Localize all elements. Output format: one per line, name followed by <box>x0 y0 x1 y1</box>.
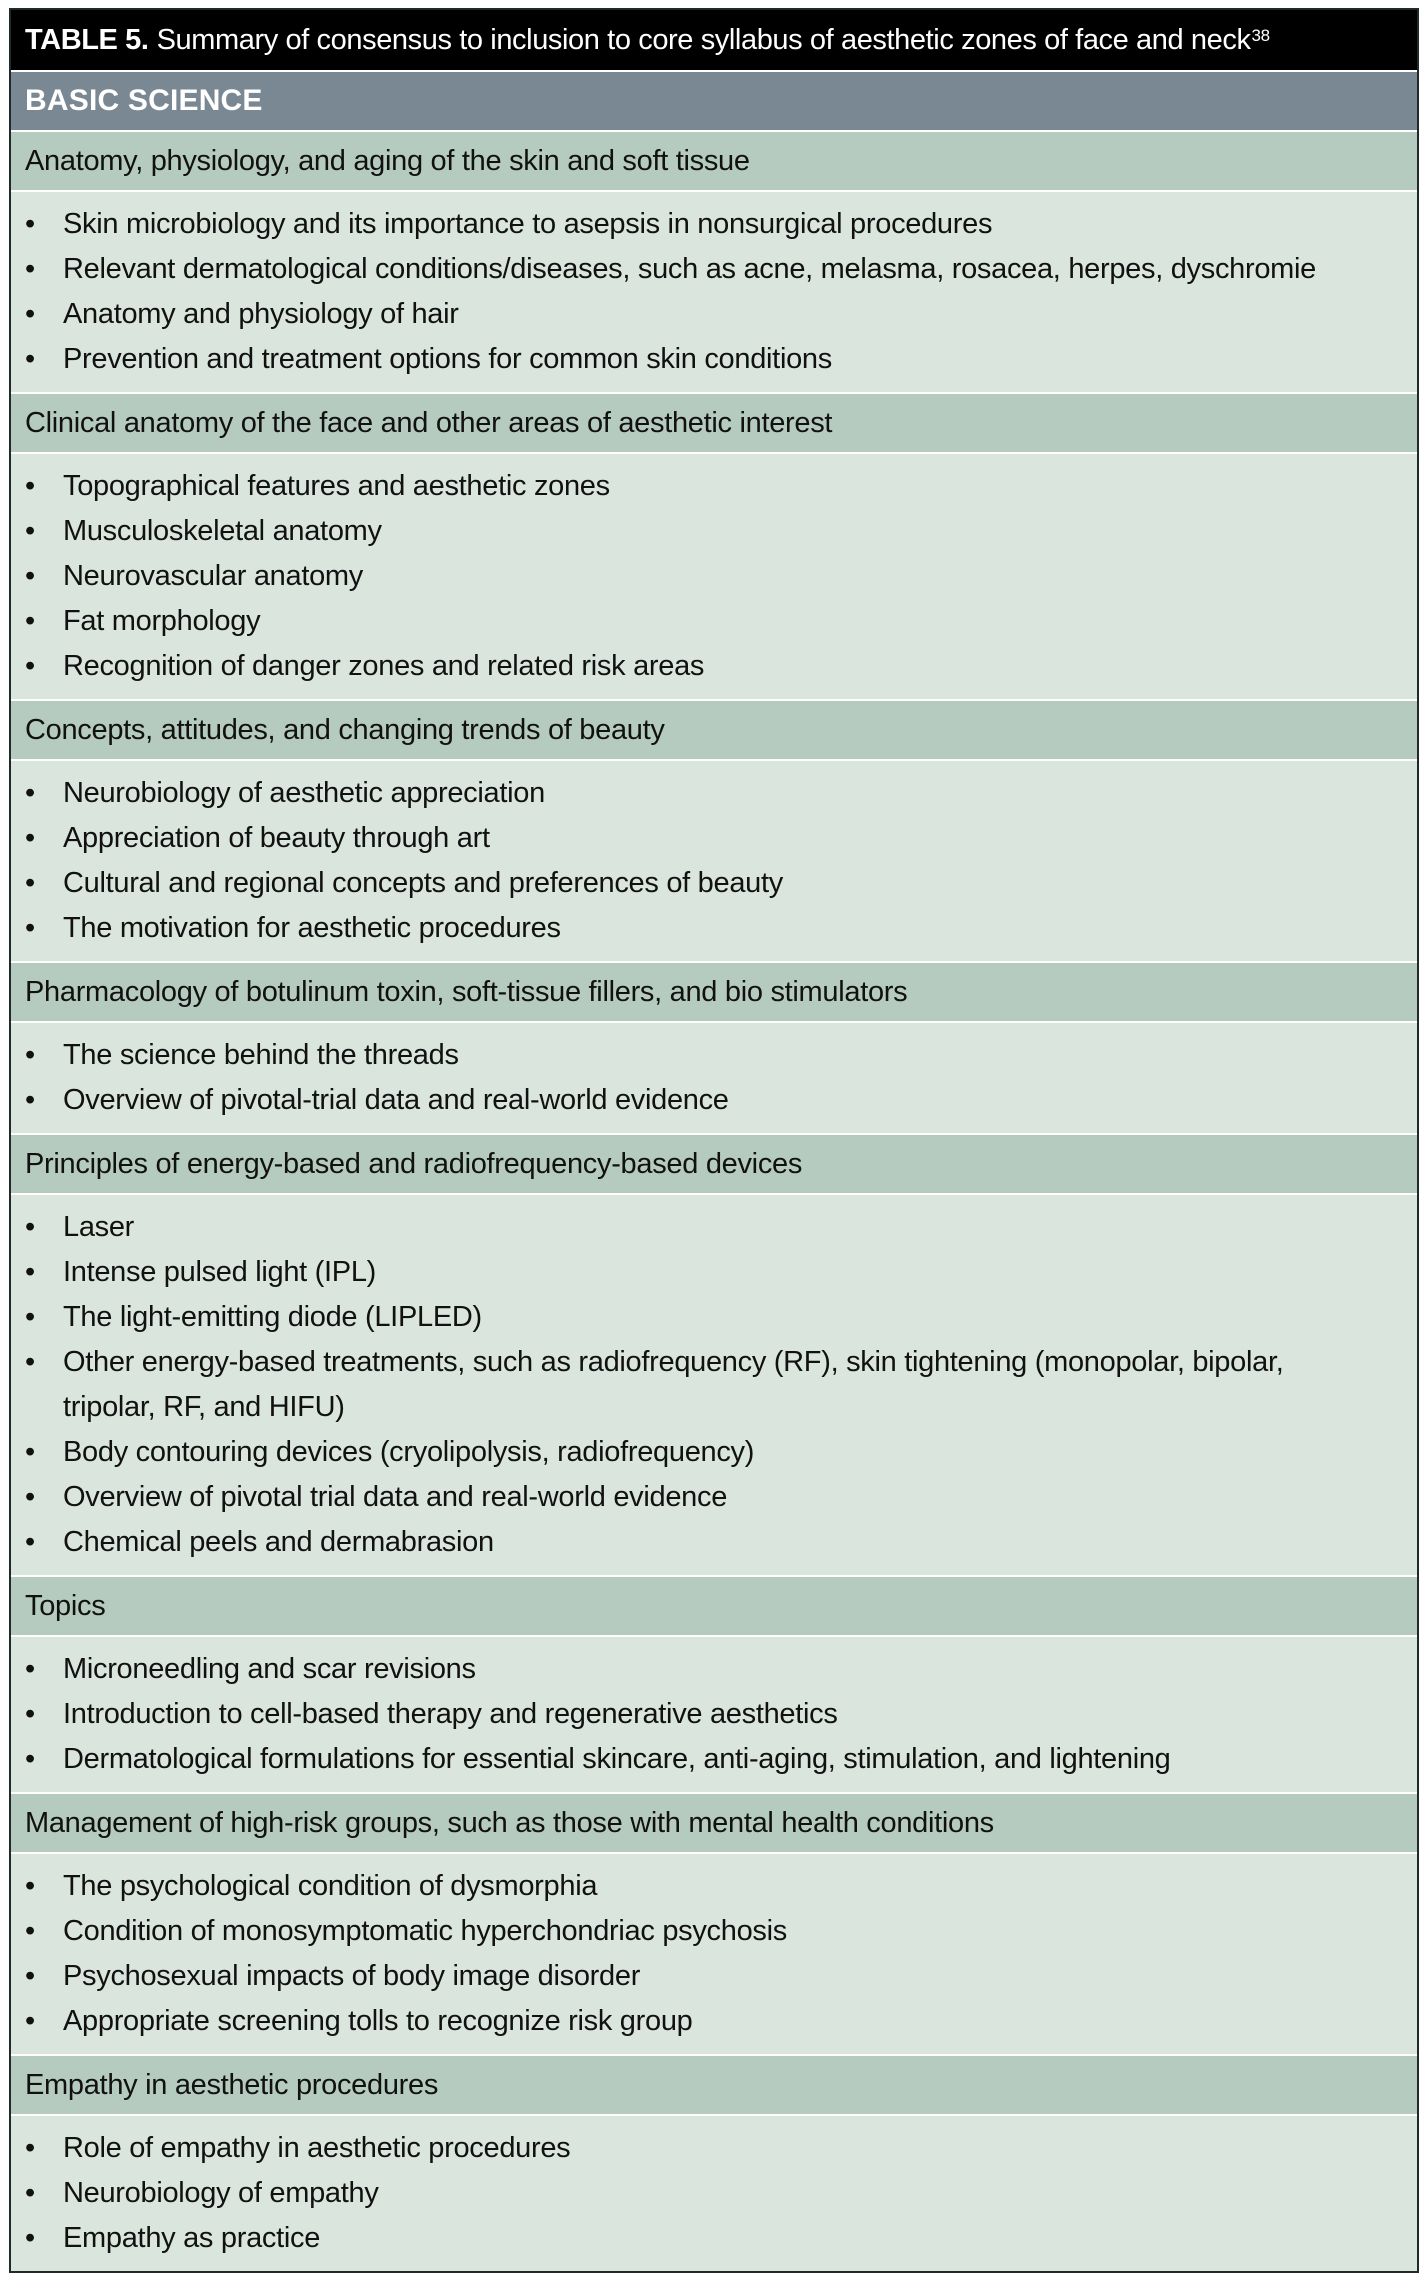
list-item <box>25 2126 1377 2171</box>
table-title <box>11 10 1417 70</box>
section-header: BASIC SCIENCE <box>11 70 1417 130</box>
category-items <box>11 1193 1417 1575</box>
bullet-icon: • <box>25 470 35 502</box>
list-item-text: Chemical peels and dermabrasion <box>63 1526 494 1558</box>
list-item-text: Musculoskeletal anatomy <box>63 515 382 547</box>
list-item <box>25 292 1377 337</box>
list-item-text: The science behind the threads <box>63 1039 459 1071</box>
bullet-icon: • <box>25 2132 35 2164</box>
list-item-text: Psychosexual impacts of body image disorder <box>63 1960 641 1992</box>
bullet-icon: • <box>25 560 35 592</box>
bullet-icon: • <box>25 1039 35 1071</box>
bullet-icon: • <box>25 1346 35 1378</box>
list-item-text: The light-emitting diode (LIPLED) <box>63 1301 482 1333</box>
list-item <box>25 554 1377 599</box>
category-header: Pharmacology of botulinum toxin, soft-tissue fillers, and bio stimulators <box>11 961 1417 1021</box>
list-item-text: The psychological condition of dysmorphia <box>63 1870 598 1902</box>
bullet-icon: • <box>25 208 35 240</box>
list-item <box>25 1295 1377 1340</box>
list-item-text: Neurovascular anatomy <box>63 560 363 592</box>
category-header: Management of high-risk groups, such as those with mental health conditions <box>11 1792 1417 1852</box>
list-item-text: Relevant dermatological conditions/diseases, such as acne, melasma, rosacea, herpes, dyschromie <box>63 253 1316 285</box>
list-item-text: Dermatological formulations for essential skincare, anti-aging, stimulation, and lightening <box>63 1743 1171 1775</box>
list-item <box>25 1475 1377 1520</box>
category-items <box>11 2114 1417 2271</box>
syllabus-table <box>9 8 1419 2273</box>
list-item-text: Body contouring devices (cryolipolysis, radiofrequency) <box>63 1436 755 1468</box>
list-item-text: Anatomy and physiology of hair <box>63 298 459 330</box>
list-item-text: Appreciation of beauty through art <box>63 822 490 854</box>
list-item <box>25 2216 1377 2261</box>
table-label: TABLE 5. <box>25 23 149 56</box>
list-item-text: Fat morphology <box>63 605 261 637</box>
list-item <box>25 1737 1377 1782</box>
list-item-text: The motivation for aesthetic procedures <box>63 912 561 944</box>
bullet-icon: • <box>25 1256 35 1288</box>
list-item <box>25 1909 1377 1954</box>
category-header: Principles of energy-based and radiofrequency-based devices <box>11 1133 1417 1193</box>
list-item <box>25 1864 1377 1909</box>
bullet-icon: • <box>25 2177 35 2209</box>
list-item <box>25 1999 1377 2044</box>
list-item-text: Intense pulsed light (IPL) <box>63 1256 376 1288</box>
bullet-icon: • <box>25 1960 35 1992</box>
list-item <box>25 202 1377 247</box>
list-item-text: Overview of pivotal-trial data and real-world evidence <box>63 1084 729 1116</box>
bullet-icon: • <box>25 650 35 682</box>
bullet-icon: • <box>25 1301 35 1333</box>
list-item <box>25 1033 1377 1078</box>
bullet-icon: • <box>25 822 35 854</box>
category-list <box>11 130 1417 2271</box>
bullet-icon: • <box>25 1743 35 1775</box>
category-header: Concepts, attitudes, and changing trends of beauty <box>11 699 1417 759</box>
list-item <box>25 509 1377 554</box>
bullet-icon: • <box>25 1915 35 1947</box>
bullet-icon: • <box>25 298 35 330</box>
bullet-icon: • <box>25 343 35 375</box>
category-header: Topics <box>11 1575 1417 1635</box>
category-header: Empathy in aesthetic procedures <box>11 2054 1417 2114</box>
list-item <box>25 599 1377 644</box>
bullet-icon: • <box>25 253 35 285</box>
list-item-text: Appropriate screening tolls to recognize risk group <box>63 2005 693 2037</box>
category-items <box>11 759 1417 961</box>
bullet-icon: • <box>25 2222 35 2254</box>
bullet-icon: • <box>25 777 35 809</box>
table-caption: Summary of consensus to inclusion to core syllabus of aesthetic zones of face and neck <box>156 23 1251 56</box>
list-item-text: Condition of monosymptomatic hyperchondriac psychosis <box>63 1915 787 1947</box>
list-item-text: Prevention and treatment options for common skin conditions <box>63 343 832 375</box>
list-item-text: Neurobiology of empathy <box>63 2177 379 2209</box>
list-item <box>25 861 1377 906</box>
category-header: Clinical anatomy of the face and other areas of aesthetic interest <box>11 392 1417 452</box>
list-item <box>25 1647 1377 1692</box>
category-items <box>11 190 1417 392</box>
list-item-text: Empathy as practice <box>63 2222 321 2254</box>
bullet-icon: • <box>25 867 35 899</box>
list-item <box>25 771 1377 816</box>
list-item-text: Other energy-based treatments, such as radiofrequency (RF), skin tightening (monopolar, bipolar, tripolar, RF, and HIFU) <box>63 1346 1284 1423</box>
bullet-icon: • <box>25 1211 35 1243</box>
list-item-text: Role of empathy in aesthetic procedures <box>63 2132 571 2164</box>
list-item-text: Skin microbiology and its importance to asepsis in nonsurgical procedures <box>63 208 993 240</box>
list-item-text: Recognition of danger zones and related risk areas <box>63 650 705 682</box>
bullet-icon: • <box>25 1698 35 1730</box>
bullet-icon: • <box>25 605 35 637</box>
list-item <box>25 644 1377 689</box>
list-item-text: Microneedling and scar revisions <box>63 1653 476 1685</box>
list-item <box>25 337 1377 382</box>
list-item <box>25 1078 1377 1123</box>
list-item-text: Cultural and regional concepts and preferences of beauty <box>63 867 783 899</box>
list-item-text: Topographical features and aesthetic zones <box>63 470 610 502</box>
bullet-icon: • <box>25 1526 35 1558</box>
bullet-icon: • <box>25 1481 35 1513</box>
list-item <box>25 1250 1377 1295</box>
list-item <box>25 464 1377 509</box>
list-item-text: Introduction to cell-based therapy and regenerative aesthetics <box>63 1698 838 1730</box>
list-item <box>25 1692 1377 1737</box>
bullet-icon: • <box>25 1653 35 1685</box>
bullet-icon: • <box>25 1436 35 1468</box>
bullet-icon: • <box>25 2005 35 2037</box>
bullet-icon: • <box>25 1084 35 1116</box>
category-items <box>11 1852 1417 2054</box>
list-item <box>25 1205 1377 1250</box>
bullet-icon: • <box>25 515 35 547</box>
list-item <box>25 2171 1377 2216</box>
reference-number: 38 <box>1251 26 1270 45</box>
list-item-text: Laser <box>63 1211 135 1243</box>
category-header: Anatomy, physiology, and aging of the skin and soft tissue <box>11 130 1417 190</box>
list-item <box>25 816 1377 861</box>
list-item <box>25 1520 1377 1565</box>
bullet-icon: • <box>25 912 35 944</box>
list-item <box>25 1430 1377 1475</box>
list-item-text: Neurobiology of aesthetic appreciation <box>63 777 545 809</box>
category-items <box>11 1021 1417 1133</box>
list-item <box>25 1340 1377 1430</box>
bullet-icon: • <box>25 1870 35 1902</box>
list-item <box>25 247 1377 292</box>
list-item-text: Overview of pivotal trial data and real-world evidence <box>63 1481 728 1513</box>
category-items <box>11 1635 1417 1792</box>
category-items <box>11 452 1417 699</box>
list-item <box>25 906 1377 951</box>
list-item <box>25 1954 1377 1999</box>
